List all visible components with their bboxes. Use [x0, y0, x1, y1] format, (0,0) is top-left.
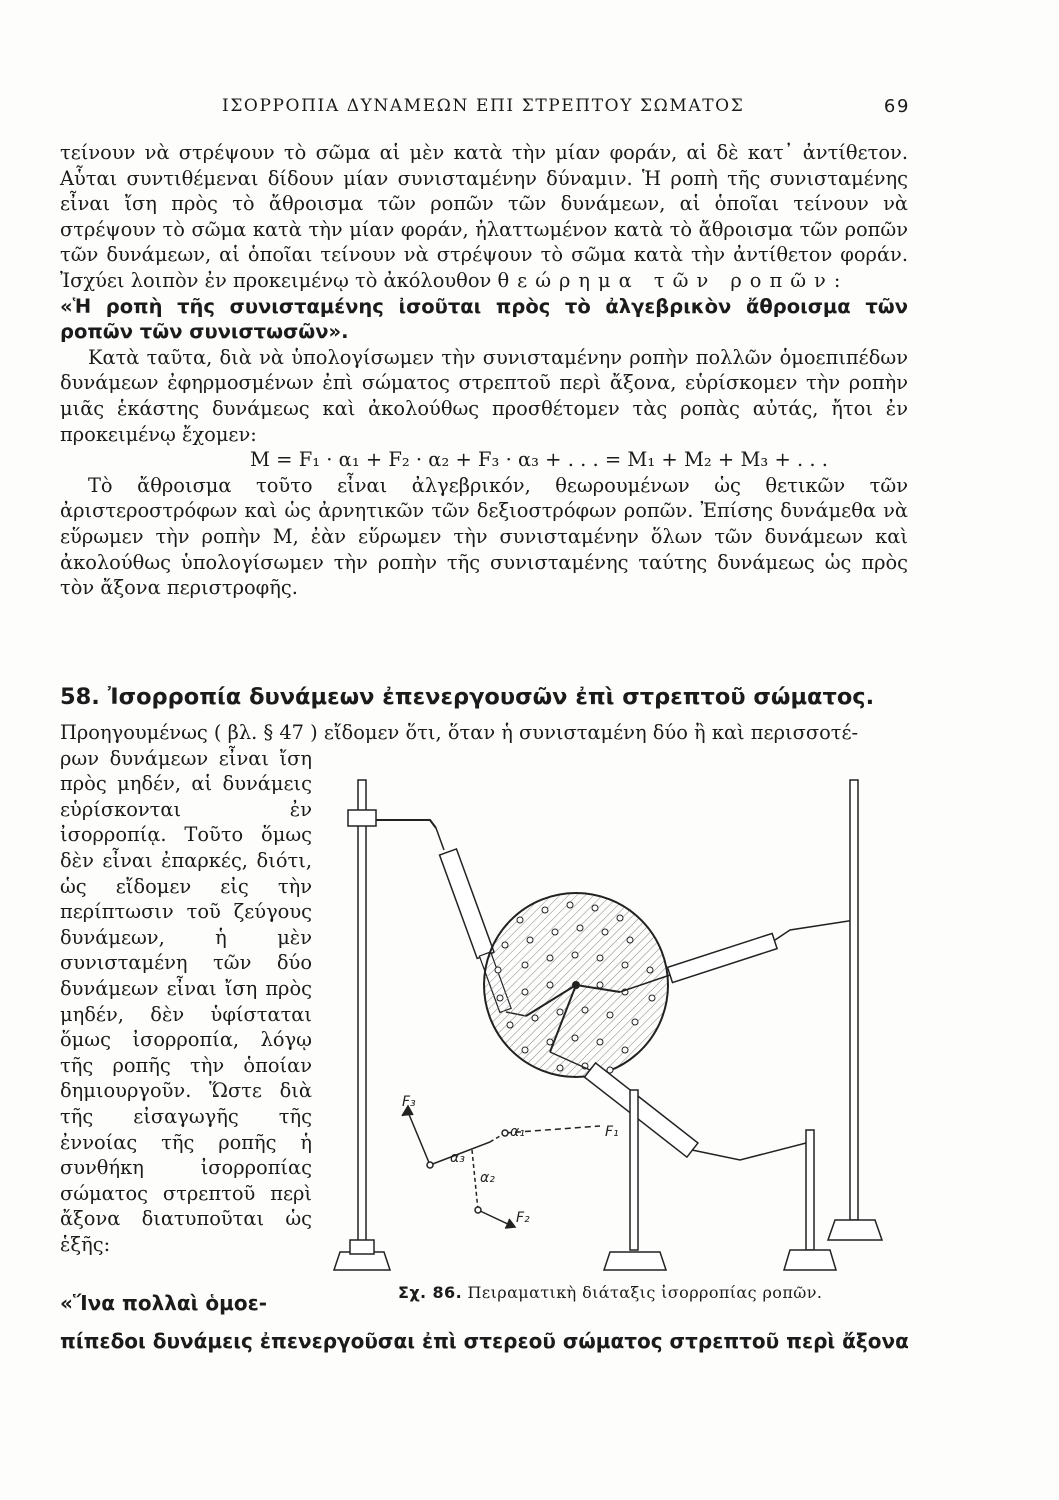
running-title: ΙΣΟΡΡΟΠΙΑ ΔΥΝΑΜΕΩΝ ΕΠΙ ΣΤΡΕΠΤΟΥ ΣΩΜΑΤΟΣ: [222, 96, 745, 116]
moment-formula: M = F₁ · α₁ + F₂ · α₂ + F₃ · α₃ + . . . = M₁ + M₂ + M₃ + . . .: [250, 448, 828, 472]
figure-number: Σχ. 86.: [398, 1283, 463, 1302]
page-number: 69: [883, 96, 910, 117]
figure-86: [320, 770, 920, 1290]
right-stand-tall: [828, 780, 882, 1240]
right-stand-short: [784, 1130, 836, 1270]
a1-label: α₁: [510, 1124, 525, 1140]
section-column-text: ρων δυνάμεων εἶναι ἴση πρὸς μηδέν, αἱ δυνάμεις εὑρίσκονται ἐν ἰσορροπίᾳ. Τοῦτο ὅμως δὲν εἶναι ἐπαρκές, διότι, ὡς εἴδομεν εἰς τὴν περίπτωσιν τοῦ ζεύγους δυνάμεων, ἡ μὲν συνισταμένη τῶν δύο δυνάμεων εἶναι ἴση πρὸς μηδέν, δὲν ὑφίσταται ὅμως ἰσορροπία, λόγῳ τῆς ροπῆς τὴν ὁποίαν δημιουργοῦν. Ὥστε διὰ τῆς εἰσαγωγῆς τῆς ἐννοίας τῆς ροπῆς ἡ συνθήκη ἰσορροπίας σώματος στρεπτοῦ περὶ ἄξονα διατυποῦται ὡς ἑξῆς:: [60, 746, 312, 1256]
running-header: [60, 92, 910, 122]
section-first-line: Προηγουμένως ( βλ. § 47 ) εἴδομεν ὅτι, ὅταν ἡ συνισταμένη δύο ἢ καὶ περισσοτέ-: [60, 721, 859, 744]
theorem-statement: «Ἡ ροπὴ τῆς συνισταμένης ἰσοῦται πρὸς τὸ ἀλγεβρικὸν ἄθροισμα τῶν ροπῶν τῶν συνιστωσῶν».: [60, 294, 908, 344]
a3-label: α₃: [450, 1150, 465, 1166]
figure-caption-text: Πειραματικὴ διάταξις ἰσορροπίας ροπῶν.: [467, 1283, 823, 1302]
force-vector-diagram: [402, 1106, 600, 1228]
theorem-name: θεώρημα τῶν ροπῶν:: [497, 268, 849, 292]
left-stand: [334, 780, 436, 1270]
paragraph-2: Κατὰ ταῦτα, διὰ νὰ ὑπολογίσωμεν τὴν συνισταμένην ροπὴν πολλῶν ὁμοεπιπέδων δυνάμεων ἐφηρμοσμένων ἐπὶ σώματος στρεπτοῦ περὶ ἄξονα, εὑρίσκομεν τὴν ροπὴν μιᾶς ἑκάστης δυνάμεως καὶ ἀκολούθως προσθέτομεν τὰς ροπὰς αὐτάς, ἤτοι ἐν προκειμένῳ ἔχομεν:: [60, 345, 908, 446]
condition-statement-continue: πίπεδοι δυνάμεις ἐπενεργοῦσαι ἐπὶ στερεοῦ σώματος στρεπτοῦ περὶ ἄξονα: [60, 1329, 909, 1353]
f2-label: F₂: [516, 1210, 530, 1226]
main-text-top: [60, 140, 908, 601]
paragraph-3: Τὸ ἄθροισμα τοῦτο εἶναι ἀλγεβρικόν, θεωρουμένων ὡς θετικῶν τῶν ἀριστεροστρόφων καὶ ὡς ἀρνητικῶν τῶν δεξιοστρόφων ροπῶν. Ἐπίσης δυνάμεθα νὰ εὕρωμεν τὴν ροπὴν M, ἐὰν εὕρωμεν τὴν συνισταμένην ὅλων τῶν δυνάμεων καὶ ἀκολούθως ὑπολογίσωμεν τὴν ροπὴν τῆς συνισταμένης ταύτης δυνάμεως ὡς πρὸς τὸν ἄξονα περιστροφῆς.: [60, 473, 908, 600]
f3-label: F₃: [402, 1094, 416, 1110]
section-heading: 58. Ἰσορροπία δυνάμεων ἐπενεργουσῶν ἐπὶ στρεπτοῦ σώματος.: [60, 684, 875, 710]
experimental-apparatus-illustration: [320, 770, 920, 1290]
paragraph-1: [60, 140, 908, 294]
a2-label: α₂: [480, 1170, 495, 1186]
f1-label: F₁: [605, 1124, 619, 1140]
condition-statement-start: «Ἵνα πολλαὶ ὁμοε-: [60, 1291, 268, 1315]
paragraph-1-text: τείνουν νὰ στρέψουν τὸ σῶμα αἱ μὲν κατὰ τὴν μίαν φοράν, αἱ δὲ κατ᾽ ἀντίθετον. Αὗται συντιθέμεναι δίδουν μίαν συνισταμένην δύναμιν. Ἡ ροπὴ τῆς συνισταμένης εἶναι ἴση πρὸς τὸ ἄθροισμα τῶν ροπῶν τῶν δυνάμεων, αἱ ὁποῖαι τείνουν νὰ στρέψουν τὸ σῶμα κατὰ τὴν μίαν φοράν, ἠλαττωμένον κατὰ τὸ ἄθροισμα τῶν ροπῶν τῶν δυνάμεων, αἱ ὁποῖαι τείνουν νὰ στρέψουν τὸ σῶμα κατὰ τὴν ἀντίθετον φοράν. Ἰσχύει λοιπὸν ἐν προκειμένῳ τὸ ἀκόλουθον: [60, 141, 908, 292]
